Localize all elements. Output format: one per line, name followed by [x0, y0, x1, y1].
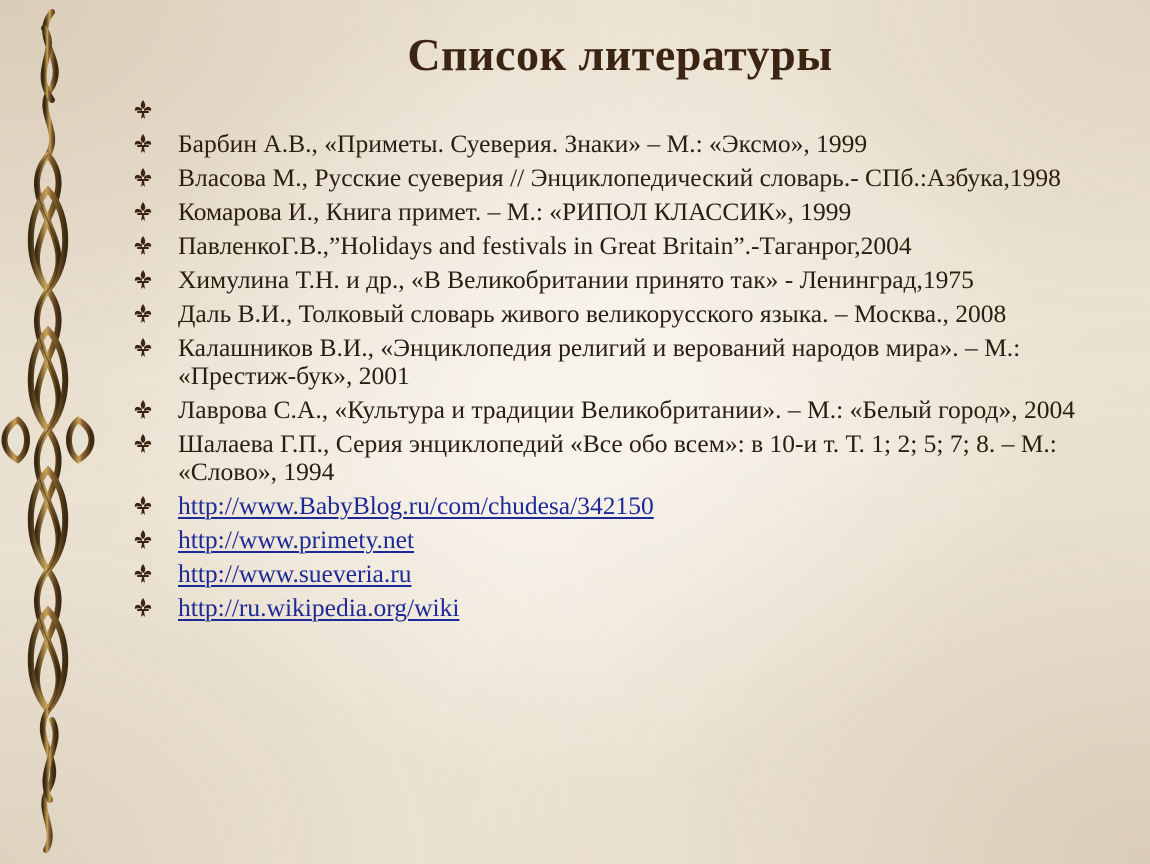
fleur-de-lis-icon — [132, 597, 154, 619]
bibliography-item — [132, 266, 1112, 294]
slide-title: Список литературы — [407, 29, 833, 80]
reference-link[interactable]: http://www.primety.net — [178, 525, 415, 554]
fleur-de-lis-icon — [132, 201, 154, 223]
bibliography-item — [132, 300, 1112, 328]
reference-text: Химулина Т.Н. и др., «В Великобритании принято так» - Ленинград,1975 — [178, 265, 974, 294]
reference-text: Шалаева Г.П., Серия энциклопедий «Все обо всем»: в 10-и т. Т. 1; 2; 5; 7; 8. – М.: «Слово», 1994 — [178, 429, 1057, 486]
fleur-de-lis-icon — [132, 269, 154, 291]
celtic-knot-border-ornament — [0, 0, 100, 864]
bibliography-item — [132, 396, 1112, 424]
reference-link[interactable]: http://www.BabyBlog.ru/com/chudesa/342150 — [178, 491, 654, 520]
fleur-de-lis-icon — [132, 235, 154, 257]
reference-text: Комарова И., Книга примет. – М.: «РИПОЛ КЛАССИК», 1999 — [178, 197, 852, 226]
reference-text: Власова М., Русские суеверия // Энциклопедический словарь.- СПб.:Азбука,1998 — [178, 163, 1061, 192]
fleur-de-lis-icon — [132, 399, 154, 421]
bibliography-list — [132, 96, 1112, 628]
bibliography-item — [132, 198, 1112, 226]
fleur-de-lis-icon — [132, 303, 154, 325]
fleur-de-lis-icon — [132, 167, 154, 189]
bibliography-item — [132, 430, 1112, 486]
fleur-de-lis-icon — [132, 433, 154, 455]
bibliography-item — [132, 164, 1112, 192]
fleur-de-lis-icon — [132, 495, 154, 517]
fleur-de-lis-icon — [132, 99, 154, 121]
fleur-de-lis-icon — [132, 529, 154, 551]
bibliography-item — [132, 96, 1112, 124]
fleur-de-lis-icon — [132, 337, 154, 359]
bibliography-item — [132, 334, 1112, 390]
fleur-de-lis-icon — [132, 133, 154, 155]
fleur-de-lis-icon — [132, 563, 154, 585]
reference-text: Калашников В.И., «Энциклопедия религий и верований народов мира». – М.: «Престиж-бук», 2001 — [178, 333, 1021, 390]
reference-text: Барбин А.В., «Приметы. Суеверия. Знаки» – М.: «Эксмо», 1999 — [178, 129, 868, 158]
bibliography-item[interactable] — [132, 560, 1112, 588]
empty-item-text — [178, 96, 1112, 124]
reference-text: Лаврова С.А., «Культура и традиции Великобритании». – М.: «Белый город», 2004 — [178, 395, 1075, 424]
bibliography-item — [132, 130, 1112, 158]
bibliography-item[interactable] — [132, 492, 1112, 520]
reference-text: Даль В.И., Толковый словарь живого великорусского языка. – Москва., 2008 — [178, 299, 1007, 328]
bibliography-item — [132, 232, 1112, 260]
reference-text: ПавленкоГ.В.,”Holidays and festivals in Great Britain”.-Таганрог,2004 — [178, 231, 912, 260]
reference-link[interactable]: http://www.sueveria.ru — [178, 559, 412, 588]
reference-link[interactable]: http://ru.wikipedia.org/wiki — [178, 593, 460, 622]
bibliography-item[interactable] — [132, 526, 1112, 554]
bibliography-item[interactable] — [132, 594, 1112, 622]
